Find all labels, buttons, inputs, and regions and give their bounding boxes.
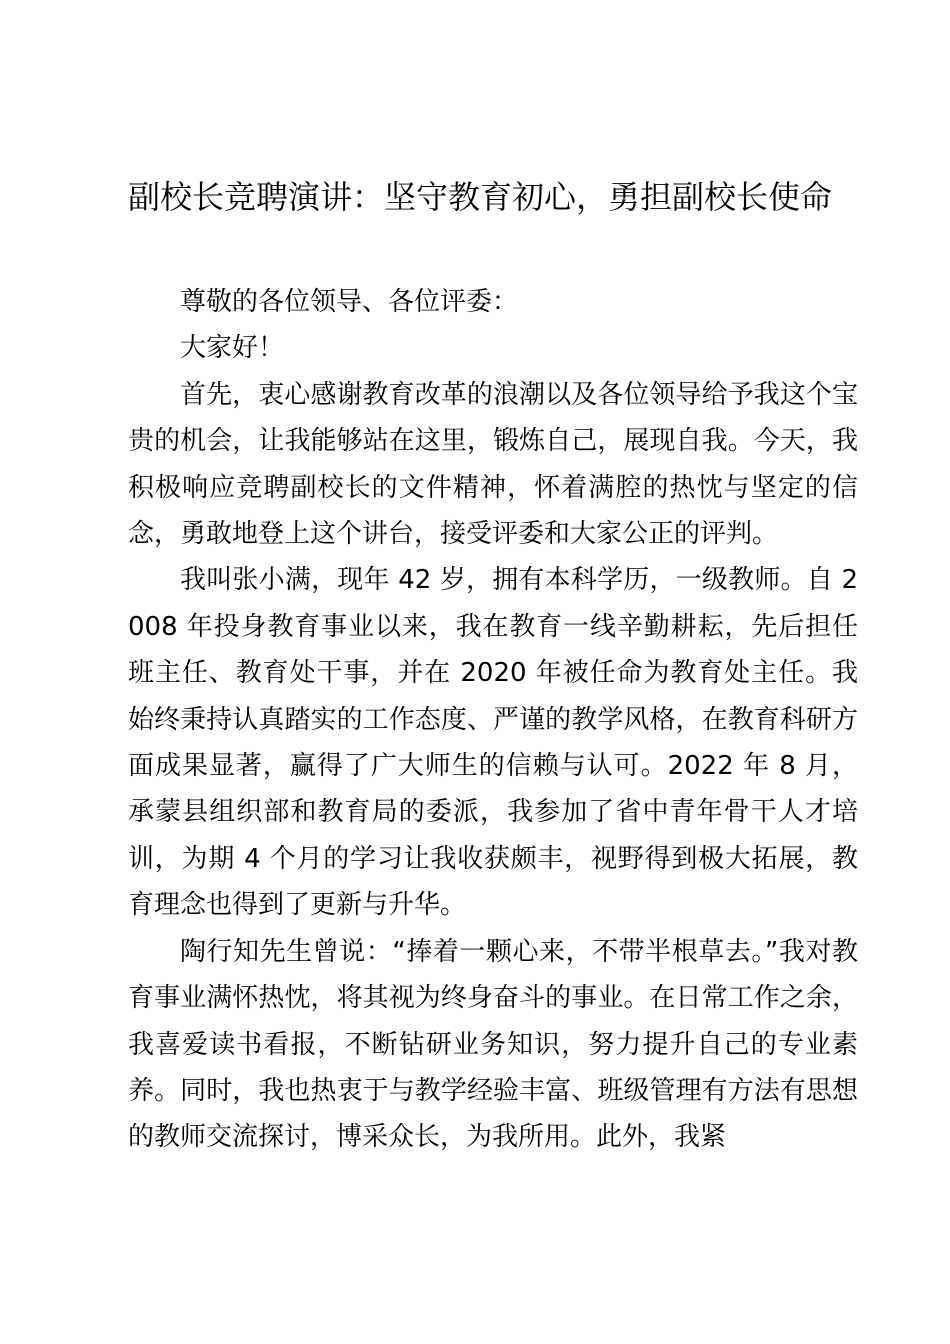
document-title: 副校长竞聘演讲：坚守教育初心，勇担副校长使命	[127, 178, 832, 216]
paragraph-opening: 首先，衷心感谢教育改革的浪潮以及各位领导给予我这个宝贵的机会，让我能够站在这里，锻炼自己，展现自我。今天，我积极响应竞聘副校长的文件精神，怀着满腔的热忱与坚定的信念，勇敢地登上这个讲台，接受评委和大家公正的评判。	[128, 379, 858, 550]
salutation: 尊敬的各位领导、各位评委：	[180, 287, 519, 317]
paragraph-philosophy: 陶行知先生曾说：“捧着一颗心来，不带半根草去。”我对教育事业满怀热忱，将其视为终身奋斗的事业。在日常工作之余，我喜爱读书看报，不断钻研业务知识，努力提升自己的专业素养。同时，我也热衷于与教学经验丰富、班级管理有方法有思想的教师交流探讨，博采众长，为我所用。此外，我紧	[128, 936, 858, 1153]
document-body	[128, 279, 858, 1161]
greeting: 大家好！	[180, 333, 285, 364]
paragraph-introduction: 我叫张小满，现年 42 岁，拥有本科学历，一级教师。自 2008 年投身教育事业以来，我在教育一线辛勤耕耘，先后担任班主任、教育处干事，并在 2020 年被任命为教育处主任。我始终秉持认真踏实的工作态度、严谨的教学风格，在教育科研方面成果显著，赢得了广大师生的信赖与认可。2022 年 8 月，承蒙县组织部和教育局的委派，我参加了省中青年骨干人才培训，为期 4 个月的学习让我收获颇丰，视野得到极大拓展，教育理念也得到了更新与升华。	[128, 565, 858, 921]
